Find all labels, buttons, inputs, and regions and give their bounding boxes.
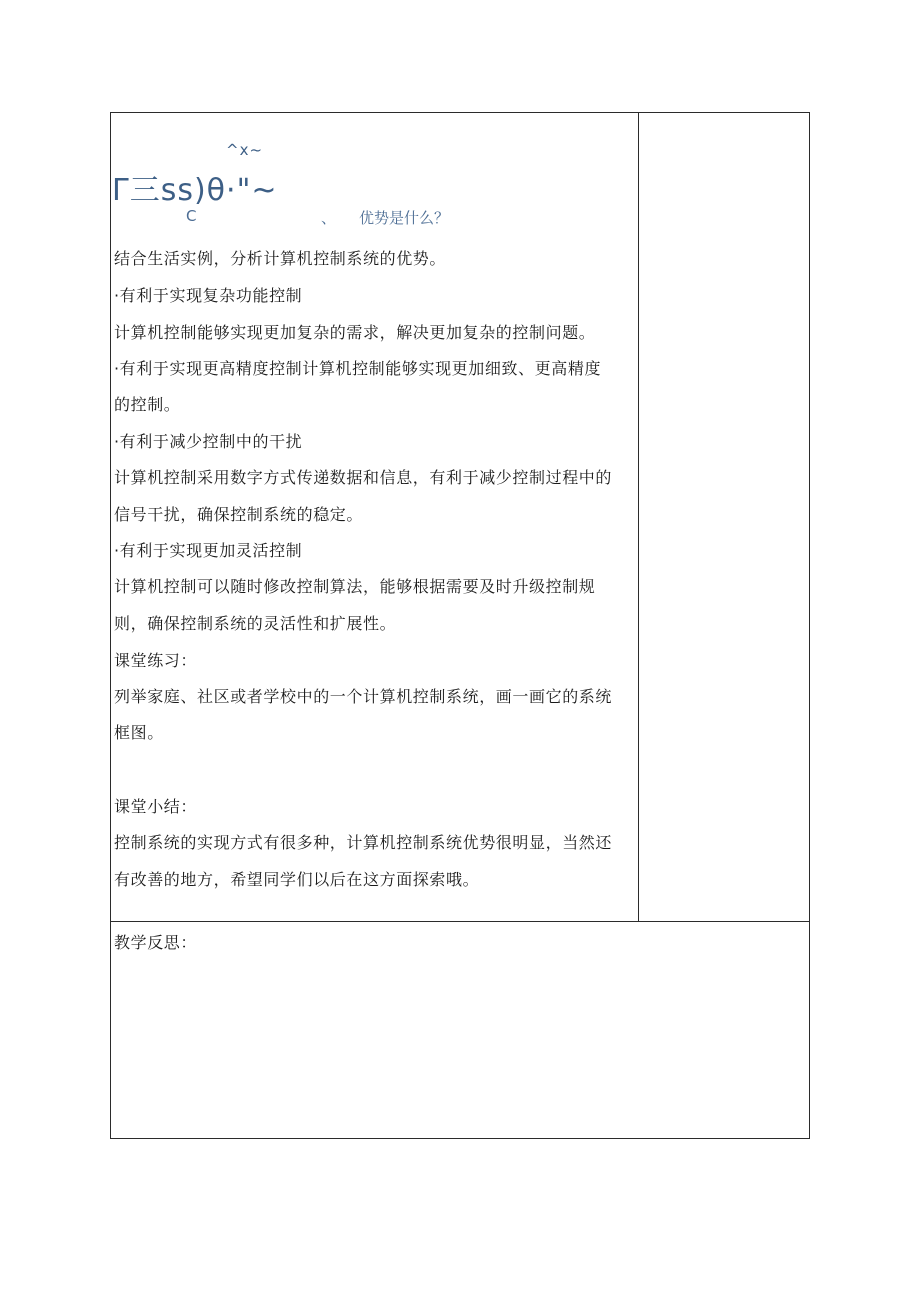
scan-artifact-comma: 、 bbox=[321, 209, 337, 227]
point-3-title: ·有利于减少控制中的干扰 bbox=[114, 432, 303, 451]
lesson-table bbox=[110, 112, 810, 1139]
point-4-body-line-2: 则，确保控制系统的灵活性和扩展性。 bbox=[114, 614, 397, 633]
intro-text: 结合生活实例，分析计算机控制系统的优势。 bbox=[114, 249, 447, 268]
point-3-body-line-1: 计算机控制采用数字方式传递数据和信息，有利于减少控制过程中的 bbox=[114, 468, 613, 487]
scan-artifact-small: ^x~ bbox=[226, 141, 264, 159]
column-divider bbox=[638, 113, 639, 921]
exercise-label: 课堂练习： bbox=[114, 651, 198, 670]
point-1-title: ·有利于实现复杂功能控制 bbox=[114, 286, 303, 305]
point-4-body-line-1: 计算机控制可以随时修改控制算法，能够根据需要及时升级控制规 bbox=[114, 577, 596, 596]
point-4-title: ·有利于实现更加灵活控制 bbox=[114, 541, 303, 560]
reflection-label: 教学反思： bbox=[114, 933, 198, 952]
scan-artifact-letter: C bbox=[186, 207, 197, 225]
point-2-line-2: 的控制。 bbox=[114, 395, 181, 414]
point-3-body-line-2: 信号干扰，确保控制系统的稳定。 bbox=[114, 505, 364, 524]
exercise-line-1: 列举家庭、社区或者学校中的一个计算机控制系统，画一画它的系统 bbox=[114, 687, 613, 706]
point-1-body: 计算机控制能够实现更加复杂的需求，解决更加复杂的控制问题。 bbox=[114, 323, 596, 342]
summary-line-2: 有改善的地方，希望同学们以后在这方面探索哦。 bbox=[114, 870, 480, 889]
exercise-line-2: 框图。 bbox=[114, 723, 164, 742]
scan-artifact-large: Γ三ss)θ·"~ bbox=[112, 173, 278, 208]
summary-line-1: 控制系统的实现方式有很多种，计算机控制系统优势很明显，当然还 bbox=[114, 833, 613, 852]
point-2-line-1: ·有利于实现更高精度控制计算机控制能够实现更加细致、更高精度 bbox=[114, 359, 602, 378]
question-heading: 优势是什么？ bbox=[359, 209, 450, 227]
row-divider bbox=[111, 921, 809, 922]
summary-label: 课堂小结： bbox=[114, 797, 198, 816]
